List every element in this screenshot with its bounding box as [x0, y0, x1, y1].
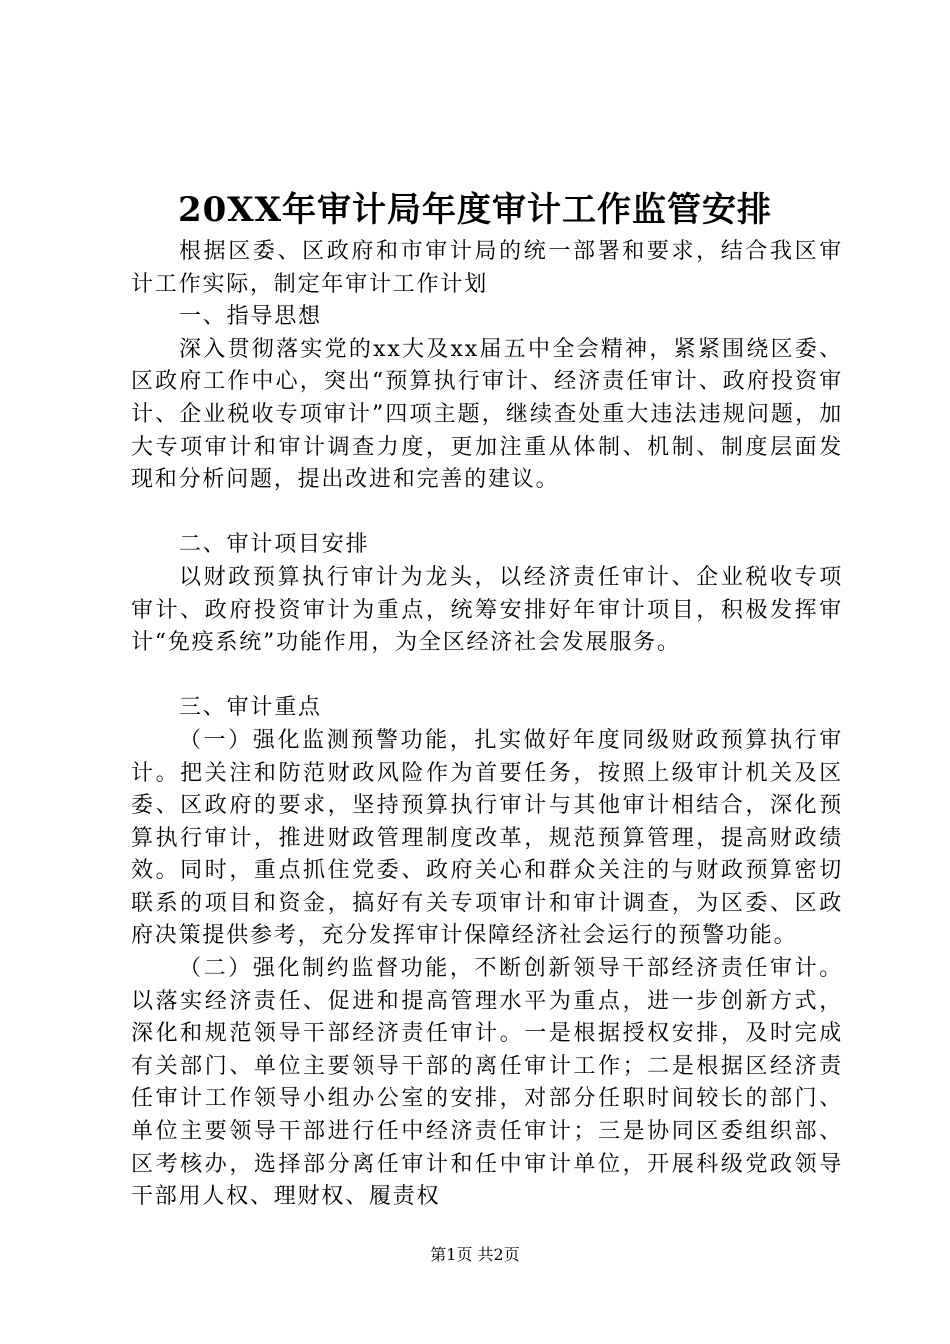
paragraph-spacer — [131, 497, 843, 530]
section-heading-audit-focus: 三、审计重点 — [179, 695, 322, 721]
intro-paragraph: 根据区委、区政府和市审计局的统一部署和要求，结合我区审计工作实际，制定年审计工作计划 — [131, 239, 843, 297]
paragraph-spacer — [131, 660, 843, 693]
document-title: 20XX年审计局年度审计工作监管安排 — [177, 190, 773, 230]
page-footer: 第1页 共2页 — [430, 1245, 520, 1264]
document-body — [131, 236, 843, 1214]
section-paragraph: （一）强化监测预警功能，扎实做好年度同级财政预算执行审计。把关注和防范财政风险作为首要任务，按照上级审计机关及区委、区政府的要求，坚持预算执行审计与其他审计相结合，深化预算执行审计，推进财政管理制度改革，规范预算管理，提高财政绩效。同时，重点抓住党委、政府关心和群众关注的与财政预算密切联系的项目和资金，搞好有关专项审计和审计调查，为区委、区政府决策提供参考，充分发挥审计保障经济社会运行的预警功能。 — [131, 727, 843, 949]
section-paragraph: 以财政预算执行审计为龙头，以经济责任审计、企业税收专项审计、政府投资审计为重点，统筹安排好年审计项目，积极发挥审计“免疫系统”功能作用，为全区经济社会发展服务。 — [131, 564, 843, 656]
section-heading-audit-projects: 二、审计项目安排 — [179, 532, 370, 558]
section-paragraph: 深入贯彻落实党的xx大及xx届五中全会精神，紧紧围绕区委、区政府工作中心，突出“预算执行审计、经济责任审计、政府投资审计、企业税收专项审计”四项主题，继续查处重大违法违规问题，加大专项审计和审计调查力度，更加注重从体制、机制、制度层面发现和分析问题，提出改进和完善的建议。 — [131, 336, 843, 493]
section-paragraph: （二）强化制约监督功能，不断创新领导干部经济责任审计。以落实经济责任、促进和提高管理水平为重点，进一步创新方式，深化和规范领导干部经济责任审计。一是根据授权安排，及时完成有关部门、单位主要领导干部的离任审计工作；二是根据区经济责任审计工作领导小组办公室的安排，对部分任职时间较长的部门、单位主要领导干部进行任中经济责任审计；三是协同区委组织部、区考核办，选择部分离任审计和任中审计单位，开展科级党政领导干部用人权、理财权、履责权 — [131, 956, 843, 1210]
section-heading-guiding-ideology: 一、指导思想 — [179, 304, 322, 330]
